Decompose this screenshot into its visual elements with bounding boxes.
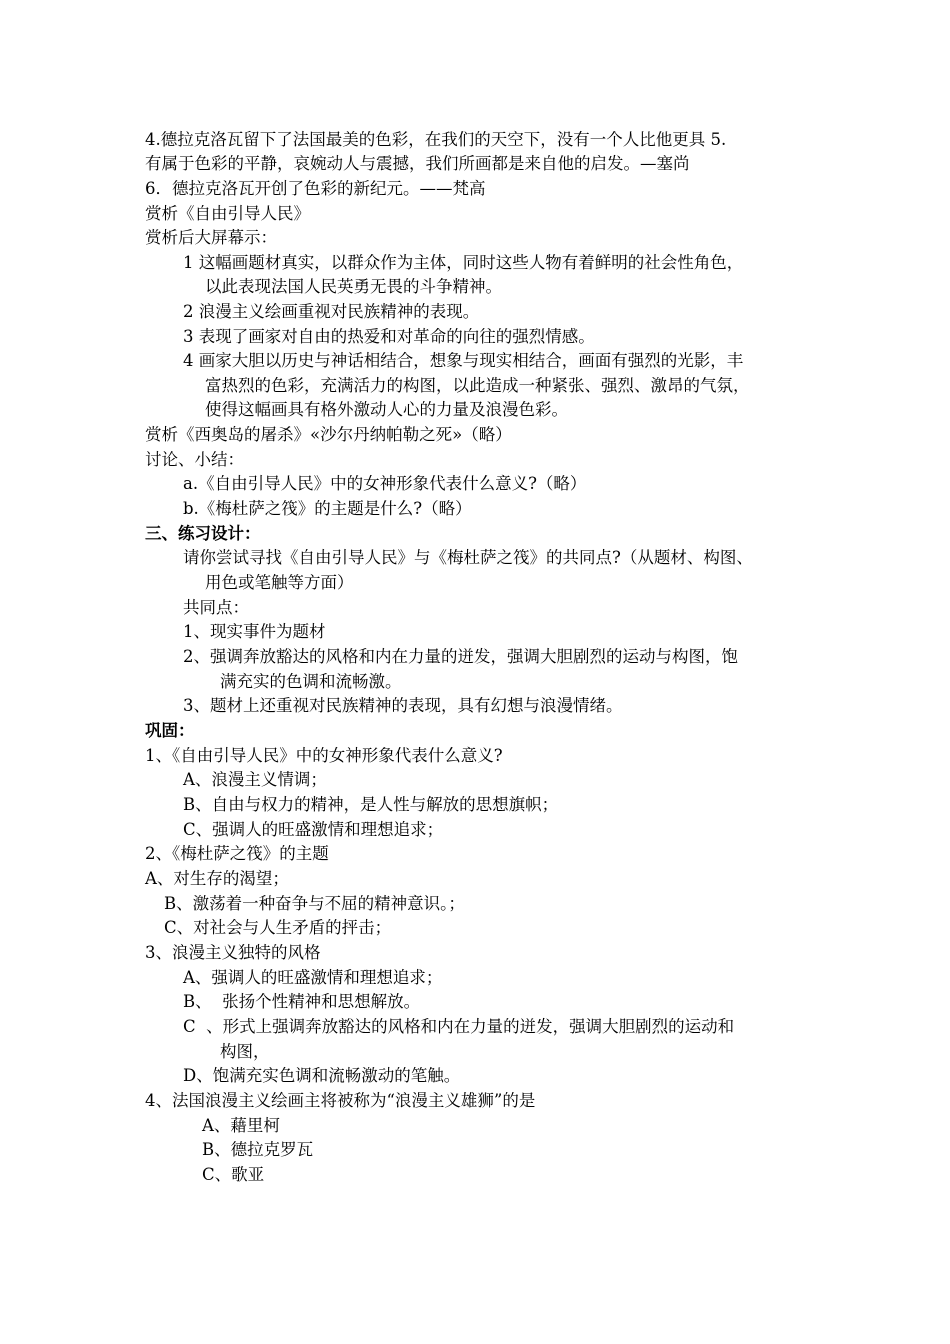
appreciation-point: 3 表现了画家对自由的热爱和对革命的向往的强烈情感。	[183, 327, 595, 346]
common-point-1: 1、现实事件为题材	[183, 622, 326, 641]
appreciation-point: 2 浪漫主义绘画重视对民族精神的表现。	[183, 302, 480, 321]
question-3-option-c-line-2: 构图，	[220, 1042, 270, 1061]
common-point-2-line-2: 满充实的色调和流畅激。	[220, 672, 402, 691]
appreciation-point: 使得这幅画具有格外激动人心的力量及浪漫色彩。	[205, 400, 568, 419]
appreciation-point: 以此表现法国人民英勇无畏的斗争精神。	[205, 277, 502, 296]
question-3-option-a: A、强调人的旺盛激情和理想追求；	[183, 968, 443, 987]
question-4-option-a: A、藉里柯	[202, 1116, 280, 1135]
appreciation-other: 赏析《西奥岛的屠杀》«沙尔丹纳帕勒之死»（略）	[145, 425, 512, 444]
question-2: 2、《梅杜萨之筏》的主题	[145, 844, 329, 863]
practice-question-line-2: 用色或笔触等方面）	[205, 573, 354, 592]
question-1-option-a: A、浪漫主义情调；	[183, 770, 327, 789]
common-points-title: 共同点：	[183, 598, 249, 617]
question-3: 3、浪漫主义独特的风格	[145, 943, 321, 962]
question-4-option-b: B、德拉克罗瓦	[202, 1140, 314, 1159]
question-1-option-b: B、自由与权力的精神，是人性与解放的思想旗帜；	[183, 795, 559, 814]
discussion-item-b: b.《梅杜萨之筏》的主题是什么?（略）	[183, 499, 472, 518]
question-2-option-b: B、激荡着一种奋争与不屈的精神意识。；	[164, 894, 465, 913]
question-1-option-c: C、强调人的旺盛激情和理想追求；	[183, 820, 444, 839]
quote-4-line-2: 有属于色彩的平静，哀婉动人与震撼，我们所画都是来自他的启发。—塞尚	[145, 154, 690, 173]
question-3-option-c-line-1: C 、形式上强调奔放豁达的风格和内在力量的迸发，强调大胆剧烈的运动和	[183, 1017, 735, 1036]
discussion-title: 讨论、小结：	[145, 450, 244, 469]
discussion-item-a: a.《自由引导人民》中的女神形象代表什么意义?（略）	[183, 474, 587, 493]
question-4: 4、法国浪漫主义绘画主将被称为“浪漫主义雄狮”的是	[145, 1091, 536, 1110]
quote-4-line-1: 4.德拉克洛瓦留下了法国最美的色彩，在我们的天空下，没有一个人比他更具 5.	[145, 130, 727, 149]
screen-intro: 赏析后大屏幕示：	[145, 228, 277, 247]
question-4-option-c: C、歌亚	[202, 1165, 265, 1184]
question-2-option-c: C、对社会与人生矛盾的抨击；	[164, 918, 392, 937]
appreciation-point: 4 画家大胆以历史与神话相结合，想象与现实相结合，画面有强烈的光影，丰	[183, 351, 744, 370]
consolidate-heading: 巩固：	[145, 721, 195, 740]
practice-heading: 三、练习设计：	[145, 524, 261, 543]
question-3-option-d: D、饱满充实色调和流畅激动的笔触。	[183, 1066, 461, 1085]
question-2-option-a: A、对生存的渴望；	[145, 869, 289, 888]
appreciation-point: 1 这幅画题材真实，以群众作为主体，同时这些人物有着鲜明的社会性角色，	[183, 253, 744, 272]
question-3-option-b: B、 张扬个性精神和思想解放。	[183, 992, 421, 1011]
common-point-3: 3、题材上还重视对民族精神的表现，具有幻想与浪漫情绪。	[183, 696, 623, 715]
appreciation-point: 富热烈的色彩，充满活力的构图，以此造成一种紧张、强烈、激昂的气氛，	[205, 376, 750, 395]
practice-question-line-1: 请你尝试寻找《自由引导人民》与《梅杜萨之筏》的共同点?（从题材、构图、	[183, 548, 753, 567]
common-point-2-line-1: 2、强调奔放豁达的风格和内在力量的迸发，强调大胆剧烈的运动与构图，饱	[183, 647, 738, 666]
appreciation-title: 赏析《自由引导人民》	[145, 204, 310, 223]
quote-6: 6．德拉克洛瓦开创了色彩的新纪元。——梵高	[145, 179, 486, 198]
question-1: 1、《自由引导人民》中的女神形象代表什么意义?	[145, 746, 503, 765]
